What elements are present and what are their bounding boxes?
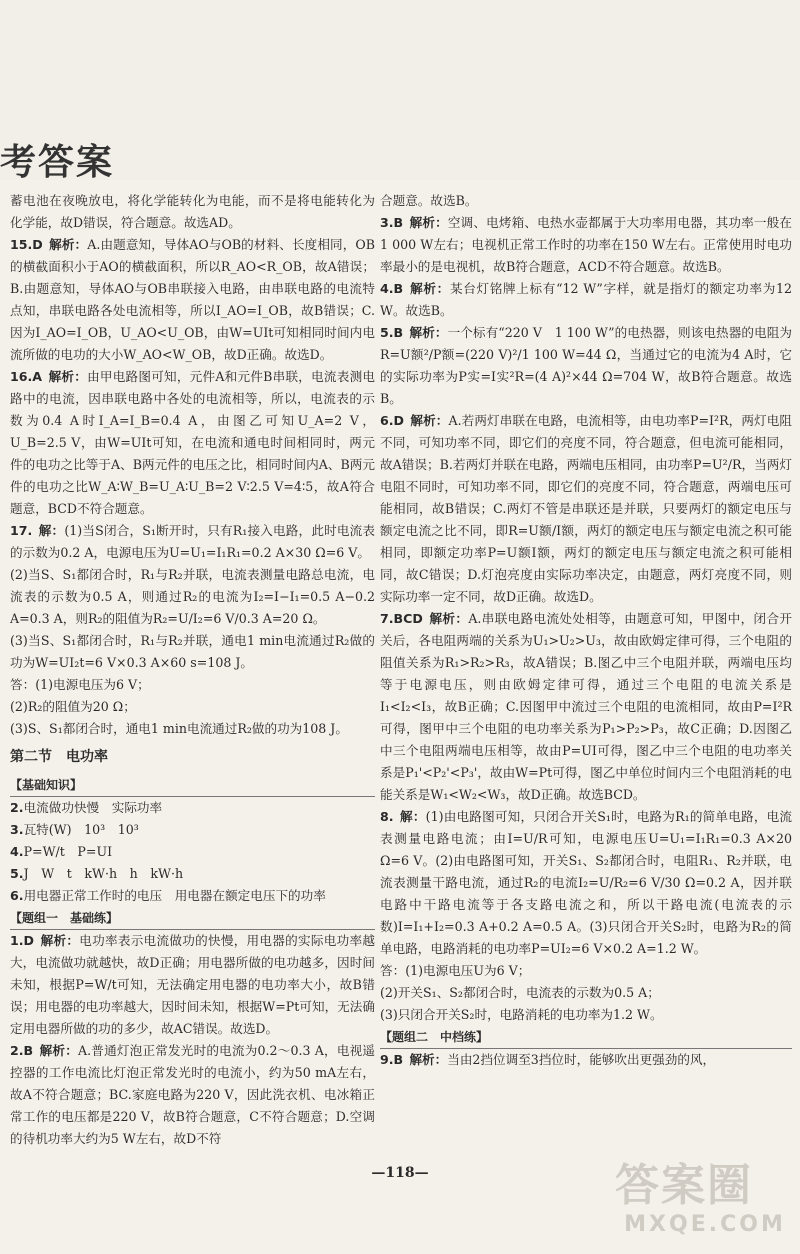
paragraph: 答：(1)电源电压为6 V； [10,677,150,692]
answer-text: 某台灯铭牌上标有“12 W”字样，就是指灯的额定功率为12 W。故选B。 [380,281,793,318]
answer-text: 一个标有“220 V 1 100 W”的电热器，则该电热器的电阻为R=U额²/P额=(220 V)²/1 100 W=44 Ω，当通过它的电流为4 A时，它的实际功率为P实=I实²R=(4 A)²×44 Ω=704 W，故B符合题意。故选B。 [380,325,793,406]
paragraph: 合题意。故选B。 [380,193,478,208]
watermark-logo [615,1160,795,1245]
section-title: 第二节 电功率 [10,749,108,765]
answer-tag: 解析： [409,215,448,230]
answer-text: 由甲电路图可知，元件A和元件B串联，电流表测电路中的电流，因串联电路中各处的电流相等，所以，电流表的示数为0.4 A时I_A=I_B=0.4 A，由图乙可知U_A=2 V，U_B=2.5 V，由W=UIt可知，在电流和通电时间相同时，两元件的电功之比等于A、B两元件的电压之比，相同时间内A、B两元件的电功之比W_A∶W_B=U_A∶U_B=2 V∶2.5 V=4∶5，故A符合题意，BCD不符合题意。 [10,369,375,516]
answer-number: 4.B [380,281,404,296]
header-band [0,0,800,180]
answer-text: J W t kW·h h kW·h [23,866,184,881]
paragraph: (2)R₂的阻值为20 Ω； [10,699,136,714]
paragraph: (3)只闭合开关S₂时，电路消耗的电功率为1.2 W。 [380,1007,663,1022]
paragraph: (2)开关S₁、S₂都闭合时，电流表的示数为0.5 A； [380,985,660,1000]
answer-number: 4. [10,844,24,859]
answer-tag: 解： [399,809,426,824]
answer-tag: 解析： [409,1052,448,1067]
answer-number: 3.B [380,215,404,230]
answer-item [10,234,375,366]
answer-item [10,819,375,841]
answer-number: 15.D [10,237,43,252]
answer-number: 5.B [380,325,404,340]
answer-item [380,1049,792,1071]
answer-item [10,797,375,819]
answer-tag: 解析： [39,1043,79,1058]
page-title: 考答案 [0,142,115,183]
answer-text: 电流做功快慢 实际功率 [23,800,163,815]
answer-text: (1)当S闭合，S₁断开时，只有R₁接入电路，此时电流表的示数为0.2 A，电源电压为U=U₁=I₁R₁=0.2 A×30 Ω=6 V。 [10,523,375,560]
answer-text: (1)由电路图可知，只闭合开关S₁时，电路为R₁的简单电路，电流表测量电路电流；由I=U/R可知，电源电压U=U₁=I₁R₁=0.3 A×20 Ω=6 V。(2)由电路图可知，开关S₁、S₂都闭合时，电阻R₁、R₂并联，电流表测量干路电流，通过R₂的电流I₂=U/R₂=6 V/30 Ω=0.2 A，因并联电路中干路电流等于各支路电流之和，所以干路电流(电流表的示数)I=I₁+I₂=0.3 A+0.2 A=0.5 A。(3)只闭合开关S₂时，电路为R₂的简单电路，电路消耗的电功率P=UI₂=6 V×0.2 A=1.2 W。 [380,809,793,956]
answer-text: A.若两灯串联在电路，电流相等，由电功率P=I²R，两灯电阻不同，可知功率不同，即它们的亮度不同，符合题意，但电流可能相同，故A错误；B.若两灯并联在电路，两端电压相同，由功率P=U²/R，当两灯电阻不同时，可知功率不同，即它们的亮度不同，符合题意，两端电压可能相同，故B错误；C.两灯不管是串联还是并联，只要两灯的额定电压与额定电流之比不同，即R=U额/I额，两灯的额定电压与额定电流之积可能相同，即额定功率P=U额I额，两灯的额定电压与额定电流之积可能相同，故C错误；D.灯泡亮度由实际功率决定，由题意，两灯亮度不同，则实际功率一定不同，故D正确。故选D。 [380,413,792,604]
answer-item [380,410,792,608]
answer-tag: 解： [38,523,65,538]
section-heading: 【基础知识】 [10,774,375,797]
answer-tag: 解析： [410,413,449,428]
answer-tag: 解析： [409,325,448,340]
answer-tag: 解析： [49,237,88,252]
answer-number: 6.D [380,413,405,428]
answer-number: 3. [10,822,24,837]
answer-item [10,885,375,907]
answer-text: A.普通灯泡正常发光时的电流为0.2～0.3 A，电视遥控器的工作电流比灯泡正常发光时的电流小，约为50 mA左右，故A不符合题意；BC.家庭电路为220 V，因此洗衣机、电冰箱正常工作的电压都是220 V，故B符合题意，C不符合题意；D.空调的待机功率大约为5 W左右，故D不符 [10,1043,375,1146]
answer-item [10,930,375,1040]
answer-text: 用电器正常工作时的电压 用电器在额定电压下的功率 [23,888,326,903]
paragraph: (2)当S、S₁都闭合时，R₁与R₂并联，电流表测量电路总电流，电流表的示数为0.5 A，则通过R₂的电流为I₂=I−I₁=0.5 A−0.2 A=0.3 A，则R₂的阻值为R₂=U/I₂=6 V/0.3 A=20 Ω。 [10,567,375,626]
section-heading: 【题组二 中档练】 [380,1026,792,1049]
answer-number: 1.D [10,933,35,948]
answer-number: 5. [10,866,24,881]
answer-tag: 解析： [409,281,450,296]
answer-item [10,520,375,564]
answer-text: 空调、电烤箱、电热水壶都属于大功率用电器，其功率一般在1 000 W左右；电视机正常工作时的功率在150 W左右。正常使用时电功率最小的是电视机，故B符合题意，ACD不符合题意。故选B。 [380,215,793,274]
answer-tag: 解析： [40,933,80,948]
answer-item [380,806,792,960]
answer-number: 2.B [10,1043,34,1058]
answer-item [380,278,792,322]
answer-text: A.由题意知，导体AO与OB的材料、长度相同，OB的横截面积小于AO的横截面积，所以R_AO<R_OB，故A错误；B.由题意知，导体AO与OB串联接入电路，由串联电路的电流特点知，串联电路各处电流相等，所以I_AO=I_OB，故B错误；C.因为I_AO=I_OB，U_AO<U_OB，由W=UIt可知相同时间内电流所做的电功的大小W_AO<W_OB，故D正确。故选D。 [10,237,375,362]
answer-item [10,841,375,863]
answer-text: 电功率表示电流做功的快慢，用电器的实际电功率越大，电流做功就越快，故D正确；用电器所做的电功越多，因时间未知，根据P=W/t可知，无法确定用电器的电功率大小，故B错误；用电器的电功率越大，因时间未知，根据W=Pt可知，无法确定用电器所做的功的多少，故AC错误。故选D。 [10,933,376,1036]
paragraph: 答：(1)电源电压U为6 V； [380,963,531,978]
answer-number: 7.BCD [380,611,423,626]
right-column [380,190,792,1071]
page-number: —118— [371,1165,429,1181]
answer-tag: 解析： [429,611,469,626]
answer-item [10,1040,375,1150]
answer-number: 16.A [10,369,43,384]
answer-number: 6. [10,888,24,903]
answer-item [380,608,792,806]
answer-number: 17. [10,523,33,538]
section-heading: 【题组一 基础练】 [10,907,375,930]
answer-number: 9.B [380,1052,404,1067]
watermark-sub: MXQE.COM [624,1212,786,1237]
left-column [10,190,375,1150]
answer-item [380,322,792,410]
answer-tag: 解析： [48,369,88,384]
answer-text: A.串联电路电流处处相等，由题意可知，甲图中，闭合开关后，各电阻两端的关系为U₁>U₂>U₃，故由欧姆定律可得，三个电阻的阻值关系为R₁>R₂>R₃，故A错误；B.图乙中三个电阻并联，两端电压均等于电源电压，则由欧姆定律可得，通过三个电阻的电流关系是I₁<I₂<I₃，故B正确；C.因图甲中流过三个电阻的电流相同，故由P=I²R可得，图甲中三个电阻的电功率关系为P₁>P₂>P₃，故C正确；D.因图乙中三个电阻两端电压相等，故由P=UI可得，图乙中三个电阻的电功率关系是P₁'<P₂'<P₃'，故由W=Pt可得，图乙中单位时间内三个电阻消耗的电能关系是W₁<W₂<W₃，故D正确。故选BCD。 [380,611,792,802]
paragraph: (3)S、S₁都闭合时，通电1 min电流通过R₂做的功为108 J。 [10,721,348,736]
answer-text: P=W/t P=UI [23,844,113,859]
answer-number: 8. [380,809,394,824]
paragraph: (3)当S、S₁都闭合时，R₁与R₂并联，通电1 min电流通过R₂做的功为W=UI₂t=6 V×0.3 A×60 s=108 J。 [10,633,375,670]
answer-number: 2. [10,800,24,815]
answer-item [10,863,375,885]
paragraph: 蓄电池在夜晚放电，将化学能转化为电能，而不是将电能转化为化学能，故D错误，符合题意。故选AD。 [10,193,375,230]
answer-text: 瓦特(W) 10³ 10³ [23,822,139,837]
answer-item [380,212,792,278]
watermark-main: 答案圈 [615,1160,753,1211]
answer-item [10,366,375,520]
answer-text: 当由2挡位调至3挡位时，能够吹出更强劲的风， [447,1052,716,1067]
